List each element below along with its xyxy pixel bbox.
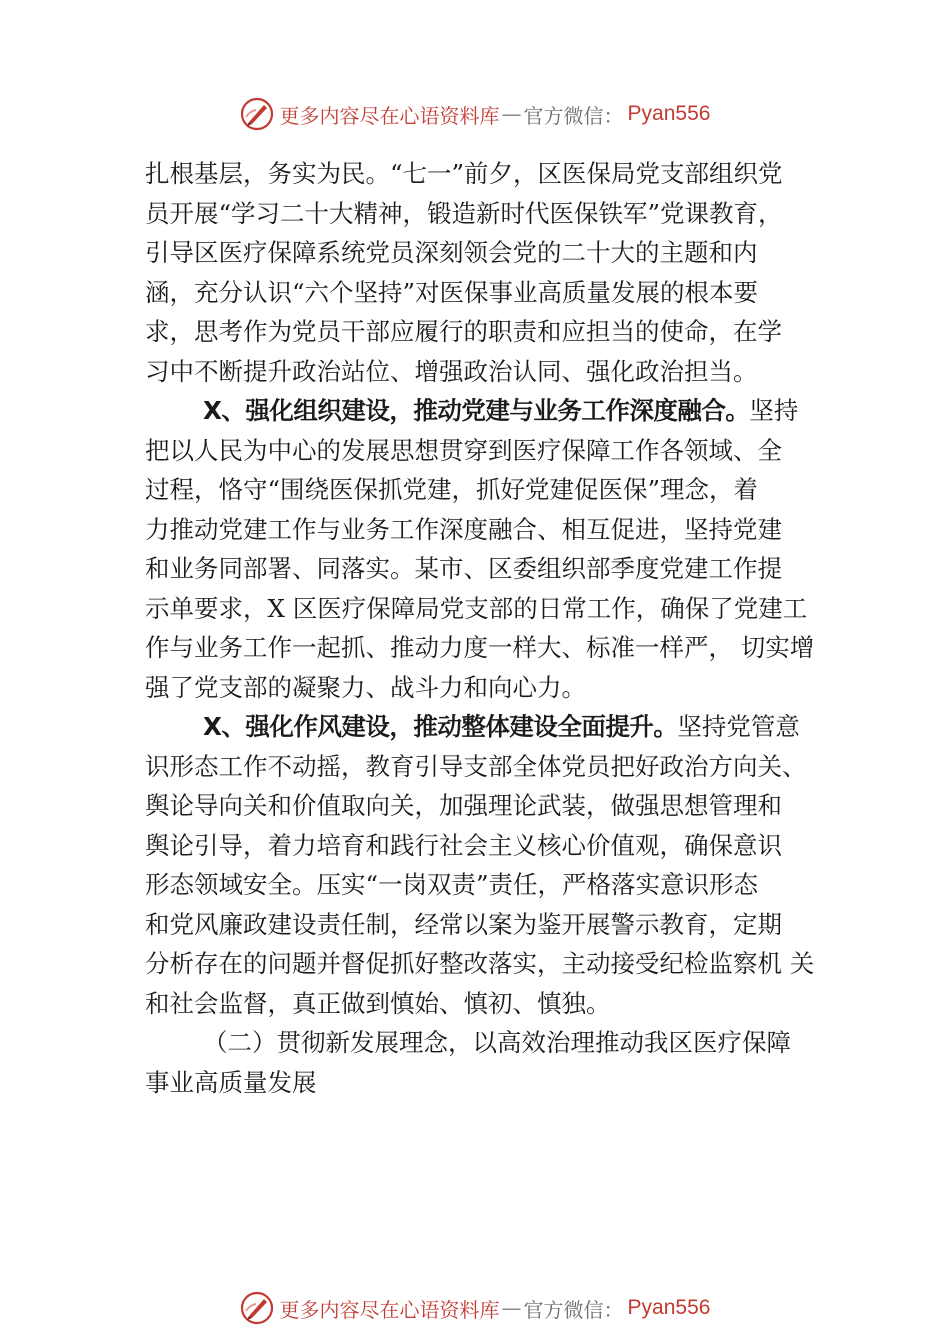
document-body: [145, 154, 835, 1102]
text-line: 示单要求，X 区医疗保障局党支部的日常工作，确保了党建工: [145, 593, 808, 623]
text-line: 扎根基层，务实为民。“七一”前夕，区医保局党支部组织党: [145, 159, 783, 188]
banner-site-text: 更多内容尽在心语资料库: [279, 103, 500, 128]
text-line: 事业高质量发展: [145, 1067, 317, 1097]
pen-logo-icon: [240, 1291, 274, 1325]
paragraph-heading-line: [145, 707, 835, 747]
text-line: 和社会监督，真正做到慎始、慎初、慎独。: [145, 988, 611, 1018]
banner-wechat-id: Pyan556: [627, 102, 711, 125]
banner-separator: —: [501, 102, 522, 126]
paragraph-2: [145, 391, 835, 707]
banner-site-text: 更多内容尽在心语资料库: [279, 1297, 500, 1322]
text-line: 员开展“学习二十大精神，锻造新时代医保铁军”党课教育，: [145, 198, 783, 228]
section-heading: X、强化组织建设，推动党建与业务工作深度融合。: [203, 396, 750, 425]
text-line: 过程，恪守“围绕医保抓党建，抓好党建促医保”理念，着: [145, 475, 759, 504]
footer-banner: [0, 1288, 950, 1328]
text-line: 和党风廉政建设责任制，经常以案为鉴开展警示教育，定期: [145, 909, 782, 939]
section-heading: X、强化作风建设，推动整体建设全面提升。: [203, 712, 678, 741]
text-line: 作与业务工作一起抓、推动力度一样大、标准一样严， 切实增: [145, 633, 815, 662]
pen-logo-icon: [240, 97, 274, 131]
paragraph-1: [145, 154, 835, 391]
text-line: 把以人民为中心的发展思想贯穿到医疗保障工作各领域、全: [145, 435, 782, 465]
text-line: 求，思考作为党员干部应履行的职责和应担当的使命，在学: [145, 317, 782, 346]
text-line: 力推动党建工作与业务工作深度融合、相互促进，坚持党建: [145, 514, 782, 544]
text-line: 引导区医疗保障系统党员深刻领会党的二十大的主题和内: [145, 238, 758, 267]
text-line: 涵，充分认识“六个坚持”对医保事业高质量发展的根本要: [145, 277, 759, 307]
text-line: 舆论导向关和价值取向关，加强理论武装，做强思想管理和: [145, 791, 782, 820]
text-line: 和业务同部署、同落实。某市、区委组织部季度党建工作提: [145, 554, 782, 583]
banner-wechat-id: Pyan556: [627, 1296, 711, 1319]
paragraph-3: [145, 707, 835, 1023]
banner-wechat-label: 官方微信：: [523, 103, 624, 128]
text-line: 舆论引导，着力培育和践行社会主义核心价值观，确保意识: [145, 830, 782, 860]
text-line: 分析存在的问题并督促抓好整改落实，主动接受纪检监察机 关: [145, 949, 815, 978]
text-line: 形态领域安全。压实“一岗双责”责任，严格落实意识形态: [145, 870, 759, 899]
text-line: 强了党支部的凝聚力、战斗力和向心力。: [145, 672, 586, 702]
subsection-heading-line: （二）贯彻新发展理念，以高效治理推动我区医疗保障: [203, 1028, 791, 1057]
heading-trailing-text: 坚持: [749, 396, 799, 425]
header-banner: [0, 94, 950, 134]
text-line: 习中不断提升政治站位、增强政治认同、强化政治担当。: [145, 356, 758, 386]
heading-trailing-text: 坚持党管意: [677, 712, 800, 741]
banner-separator: —: [501, 1296, 522, 1320]
paragraph-4: [145, 1023, 835, 1102]
text-line: 识形态工作不动摇，教育引导支部全体党员把好政治方向关、: [145, 751, 807, 781]
banner-wechat-label: 官方微信：: [523, 1297, 624, 1322]
paragraph-heading-line: [145, 391, 835, 431]
